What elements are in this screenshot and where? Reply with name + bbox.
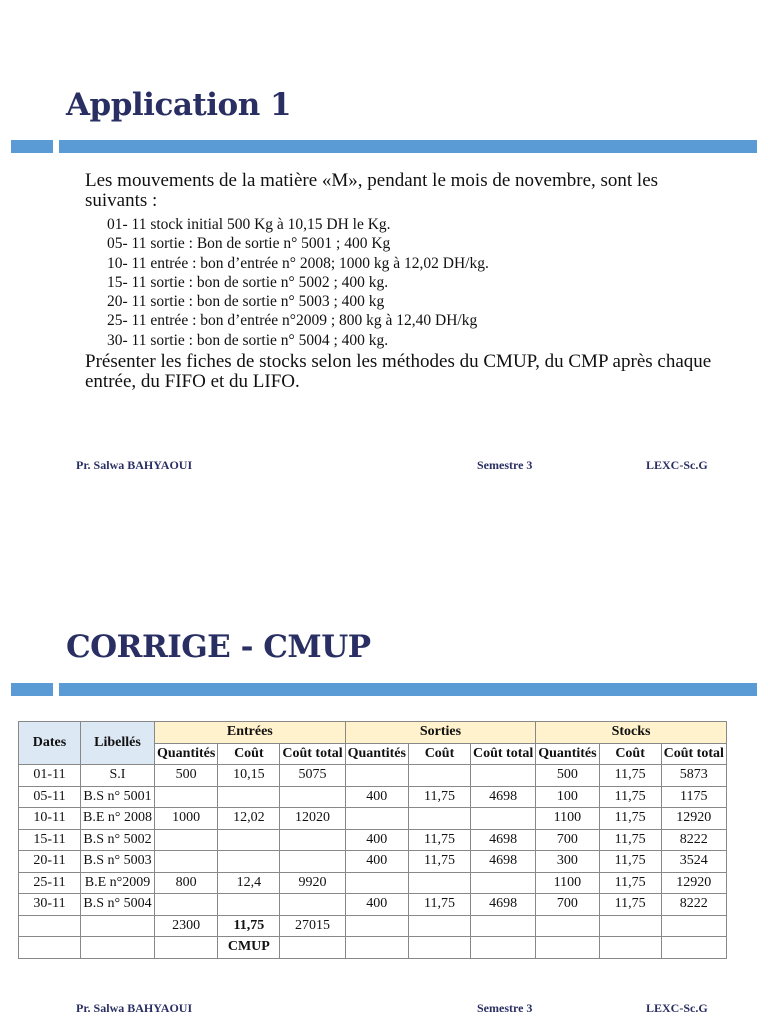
cell-sortie-qte bbox=[345, 872, 408, 894]
total-quantite: 2300 bbox=[155, 915, 218, 937]
cell-stock-total: 1175 bbox=[661, 786, 726, 808]
cell-stock-qte: 1100 bbox=[536, 808, 599, 830]
slide-title: CORRIGE - CMUP bbox=[66, 629, 371, 665]
table-row bbox=[19, 808, 727, 830]
footer-course: LEXC-Sc.G bbox=[646, 458, 708, 472]
cell-stock-qte: 500 bbox=[536, 765, 599, 787]
table-row bbox=[19, 894, 727, 916]
cell-entree-total bbox=[280, 786, 345, 808]
title-accent-bar bbox=[59, 683, 757, 696]
cell-sortie-total: 4698 bbox=[470, 786, 535, 808]
cell-entree-qte: 500 bbox=[155, 765, 218, 787]
cell-entree-total: 5075 bbox=[280, 765, 345, 787]
slide-title: Application 1 bbox=[66, 87, 292, 123]
header-cout: Coût bbox=[599, 743, 661, 765]
header-stocks: Stocks bbox=[536, 722, 727, 744]
cell-sortie-qte: 400 bbox=[345, 829, 408, 851]
cell-entree-qte: 800 bbox=[155, 872, 218, 894]
cell-date: 15-11 bbox=[19, 829, 81, 851]
cell-stock-cout: 11,75 bbox=[599, 808, 661, 830]
cell-sortie-qte: 400 bbox=[345, 851, 408, 873]
header-cout-total: Coût total bbox=[280, 743, 345, 765]
list-item: 10- 11 entrée : bon d’entrée n° 2008; 1000 kg à 12,02 DH/kg. bbox=[107, 254, 489, 272]
header-sorties: Sorties bbox=[345, 722, 536, 744]
cell-sortie-total: 4698 bbox=[470, 829, 535, 851]
cell-sortie-total bbox=[470, 808, 535, 830]
cell-date: 10-11 bbox=[19, 808, 81, 830]
cell-sortie-cout: 11,75 bbox=[408, 894, 470, 916]
cell-stock-cout: 11,75 bbox=[599, 786, 661, 808]
cell-stock-qte: 700 bbox=[536, 829, 599, 851]
header-quantites: Quantités bbox=[155, 743, 218, 765]
cell-sortie-cout: 11,75 bbox=[408, 829, 470, 851]
cell-stock-qte: 1100 bbox=[536, 872, 599, 894]
header-cout: Coût bbox=[218, 743, 280, 765]
cell-entree-total bbox=[280, 894, 345, 916]
list-item: 30- 11 sortie : bon de sortie n° 5004 ; 400 kg. bbox=[107, 331, 389, 349]
cell-stock-total: 12920 bbox=[661, 872, 726, 894]
header-dates: Dates bbox=[19, 722, 81, 765]
table-body bbox=[19, 765, 727, 959]
table-row bbox=[19, 872, 727, 894]
cell-date: 01-11 bbox=[19, 765, 81, 787]
footer-semester: Semestre 3 bbox=[477, 1001, 533, 1015]
cell-sortie-cout: 11,75 bbox=[408, 851, 470, 873]
cell-entree-qte bbox=[155, 851, 218, 873]
cell-libelle: B.S n° 5001 bbox=[81, 786, 155, 808]
footer-author: Pr. Salwa BAHYAOUI bbox=[76, 458, 193, 472]
footer-author: Pr. Salwa BAHYAOUI bbox=[76, 1001, 193, 1015]
cell-sortie-total: 4698 bbox=[470, 851, 535, 873]
cell-stock-cout: 11,75 bbox=[599, 872, 661, 894]
list-item: 05- 11 sortie : Bon de sortie n° 5001 ; 400 Kg bbox=[107, 235, 391, 253]
table-row bbox=[19, 765, 727, 787]
list-item: 01- 11 stock initial 500 Kg à 10,15 DH le Kg. bbox=[107, 216, 391, 233]
list-item: 15- 11 sortie : bon de sortie n° 5002 ; 400 kg. bbox=[107, 273, 389, 291]
cell-entree-total bbox=[280, 829, 345, 851]
cell-entree-qte: 1000 bbox=[155, 808, 218, 830]
cell-stock-cout: 11,75 bbox=[599, 851, 661, 873]
cell-sortie-cout: 11,75 bbox=[408, 786, 470, 808]
cell-date: 05-11 bbox=[19, 786, 81, 808]
header-libelles: Libellés bbox=[81, 722, 155, 765]
cell-sortie-qte bbox=[345, 808, 408, 830]
cell-libelle: B.S n° 5004 bbox=[81, 894, 155, 916]
cell-sortie-qte: 400 bbox=[345, 894, 408, 916]
header-entrees: Entrées bbox=[155, 722, 346, 744]
cell-stock-cout: 11,75 bbox=[599, 765, 661, 787]
cell-entree-total bbox=[280, 851, 345, 873]
cell-stock-qte: 300 bbox=[536, 851, 599, 873]
cell-date: 25-11 bbox=[19, 872, 81, 894]
cell-sortie-qte bbox=[345, 765, 408, 787]
cell-entree-cout: 10,15 bbox=[218, 765, 280, 787]
cell-entree-cout: 12,4 bbox=[218, 872, 280, 894]
cell-entree-total: 9920 bbox=[280, 872, 345, 894]
cell-stock-qte: 700 bbox=[536, 894, 599, 916]
cmup-label-row bbox=[19, 937, 727, 959]
cell-libelle: S.I bbox=[81, 765, 155, 787]
cell-libelle: B.E n°2009 bbox=[81, 872, 155, 894]
cell-libelle: B.S n° 5003 bbox=[81, 851, 155, 873]
cell-date: 30-11 bbox=[19, 894, 81, 916]
cell-stock-total: 8222 bbox=[661, 894, 726, 916]
table-row bbox=[19, 829, 727, 851]
cell-entree-qte bbox=[155, 786, 218, 808]
header-quantites: Quantités bbox=[536, 743, 599, 765]
cell-entree-cout bbox=[218, 851, 280, 873]
total-cout: 27015 bbox=[280, 915, 345, 937]
stock-card-table bbox=[18, 721, 727, 959]
table-row bbox=[19, 786, 727, 808]
cell-entree-cout bbox=[218, 786, 280, 808]
cell-stock-total: 3524 bbox=[661, 851, 726, 873]
cell-stock-total: 12920 bbox=[661, 808, 726, 830]
table-row bbox=[19, 851, 727, 873]
list-item: 25- 11 entrée : bon d’entrée n°2009 ; 800 kg à 12,40 DH/kg bbox=[107, 312, 478, 330]
cell-libelle: B.S n° 5002 bbox=[81, 829, 155, 851]
cell-sortie-cout bbox=[408, 872, 470, 894]
cell-entree-qte bbox=[155, 829, 218, 851]
cell-sortie-qte: 400 bbox=[345, 786, 408, 808]
cell-entree-cout: 12,02 bbox=[218, 808, 280, 830]
cell-date: 20-11 bbox=[19, 851, 81, 873]
cmup-label: CMUP bbox=[218, 937, 280, 959]
cell-sortie-total bbox=[470, 872, 535, 894]
title-accent-bar-small bbox=[11, 683, 53, 696]
header-quantites: Quantités bbox=[345, 743, 408, 765]
cell-sortie-cout bbox=[408, 808, 470, 830]
cmup-value: 11,75 bbox=[218, 915, 280, 937]
header-cout-total: Coût total bbox=[661, 743, 726, 765]
cell-entree-total: 12020 bbox=[280, 808, 345, 830]
cell-sortie-cout bbox=[408, 765, 470, 787]
cell-stock-total: 5873 bbox=[661, 765, 726, 787]
cell-sortie-total: 4698 bbox=[470, 894, 535, 916]
cell-sortie-total bbox=[470, 765, 535, 787]
cell-stock-total: 8222 bbox=[661, 829, 726, 851]
cell-libelle: B.E n° 2008 bbox=[81, 808, 155, 830]
cell-stock-cout: 11,75 bbox=[599, 894, 661, 916]
header-cout: Coût bbox=[408, 743, 470, 765]
cell-entree-cout bbox=[218, 894, 280, 916]
exercise-intro: Les mouvements de la matière «M», pendant le mois de novembre, sont les suivants : bbox=[85, 170, 659, 211]
header-cout-total: Coût total bbox=[470, 743, 535, 765]
cell-entree-cout bbox=[218, 829, 280, 851]
totals-row bbox=[19, 915, 727, 937]
footer-course: LEXC-Sc.G bbox=[646, 1001, 708, 1015]
list-item: 20- 11 sortie : bon de sortie n° 5003 ; 400 kg bbox=[107, 293, 385, 311]
footer-semester: Semestre 3 bbox=[477, 458, 533, 472]
exercise-instruction: Présenter les fiches de stocks selon les méthodes du CMUP, du CMP après chaque entrée, du FIFO et du LIFO. bbox=[85, 351, 712, 393]
cell-stock-qte: 100 bbox=[536, 786, 599, 808]
cell-entree-qte bbox=[155, 894, 218, 916]
cell-stock-cout: 11,75 bbox=[599, 829, 661, 851]
